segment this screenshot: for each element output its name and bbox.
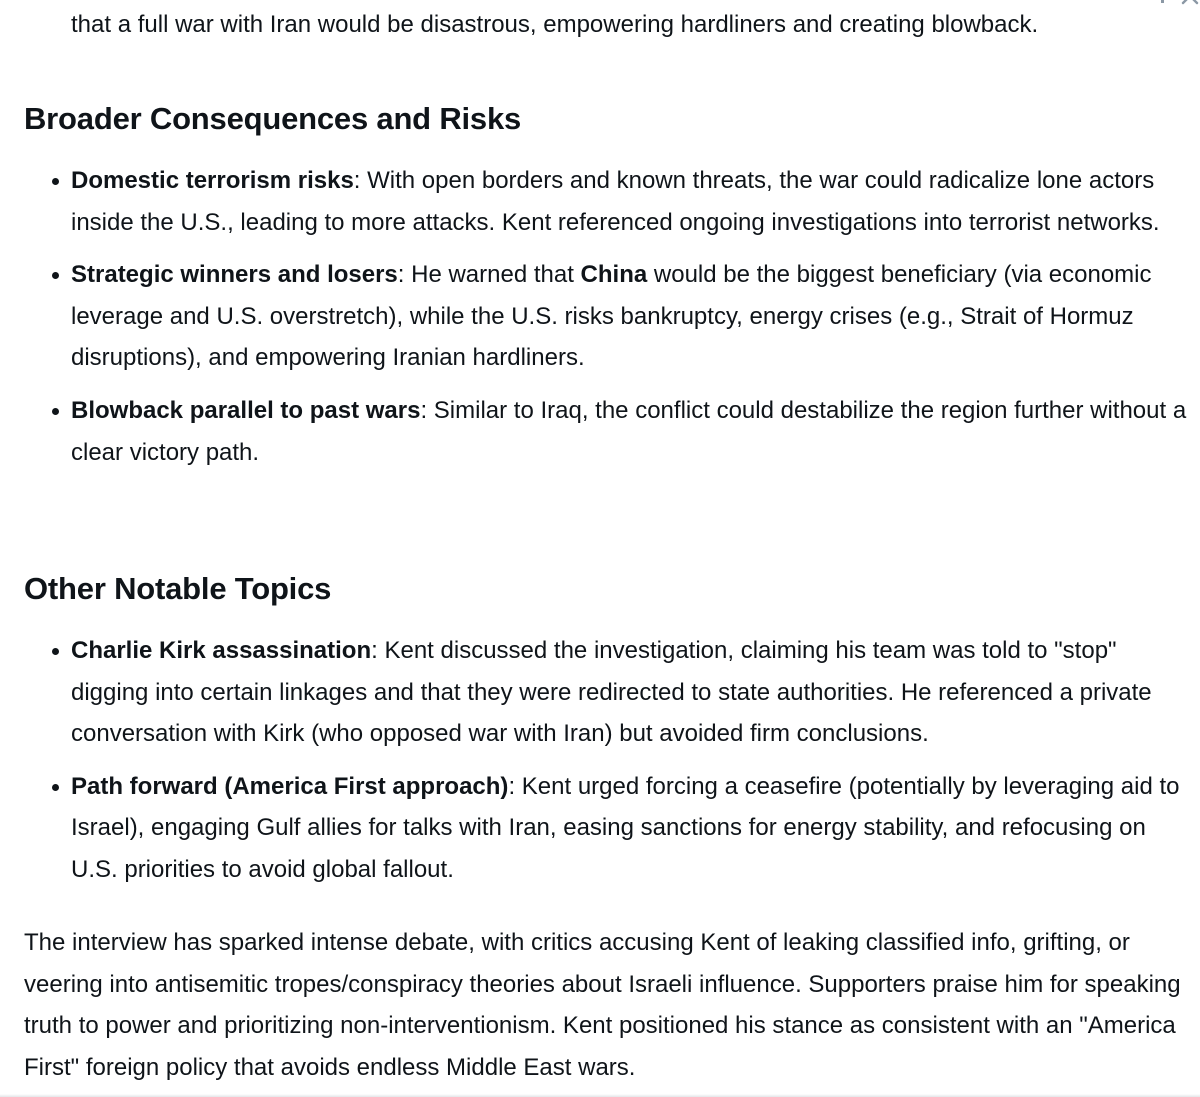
bullet-term: Charlie Kirk assassination bbox=[71, 637, 372, 664]
emphasis-text: China bbox=[580, 261, 648, 289]
window-controls bbox=[1120, 0, 1200, 6]
list-item bbox=[24, 160, 1190, 243]
section-heading-other-topics: Other Notable Topics bbox=[24, 571, 332, 606]
bullet-list-other-topics bbox=[24, 630, 1190, 891]
list-item bbox=[24, 254, 1190, 379]
bullet-term: Blowback parallel to past wars bbox=[71, 396, 421, 424]
closing-paragraph: The interview has sparked intense debate, with critics accusing Kent of leaking classified info, grifting, or veering into antisemitic tropes/conspiracy theories about Israeli influence. Supporters praise him for speaking truth to power and prioritizing non-interventionism. Kent positioned his stance as consistent with an "America First" foreign policy that avoids endless Middle East wars. bbox=[24, 929, 1181, 1081]
close-icon[interactable] bbox=[1180, 0, 1200, 6]
divider-icon bbox=[1161, 0, 1164, 3]
bullet-list-consequences bbox=[24, 160, 1190, 473]
bullet-term: Strategic winners and losers bbox=[71, 261, 398, 289]
bullet-term: Domestic terrorism risks bbox=[71, 167, 354, 194]
bullet-text: would be the biggest beneficiary (via economic leverage and U.S. overstretch), while the U.S. risks bankruptcy, energy crises (e.g., Strait of Hormuz disruptions), and empowering Iranian hardliners. bbox=[71, 261, 1152, 372]
bullet-term: Path forward (America First approach) bbox=[71, 772, 509, 800]
lead-line: that a full war with Iran would be disastrous, empowering hardliners and creating blowback. bbox=[71, 11, 1039, 38]
list-item bbox=[24, 766, 1190, 891]
bullet-text: : He warned that bbox=[397, 261, 581, 289]
bullet-text: : Kent discussed the investigation, claiming his team was told to "stop" digging into certain linkages and that they were redirected to state authorities. He referenced a private conversation with Kirk (who opposed war with Iran) but avoided firm conclusions. bbox=[71, 637, 1152, 748]
section-heading-consequences: Broader Consequences and Risks bbox=[24, 101, 522, 136]
bullet-text: : Similar to Iraq, the conflict could destabilize the region further without a clear victory path. bbox=[71, 396, 1187, 466]
bullet-text: : Kent urged forcing a ceasefire (potentially by leveraging aid to Israel), engaging Gulf allies for talks with Iran, easing sanctions for energy stability, and refocusing on U.S. priorities to avoid global fallout. bbox=[71, 772, 1180, 883]
list-item bbox=[24, 630, 1190, 755]
bullet-text: : With open borders and known threats, the war could radicalize lone actors inside the U.S., leading to more attacks. Kent referenced ongoing investigations into terrorist networks. bbox=[71, 167, 1160, 236]
list-item bbox=[24, 390, 1190, 473]
